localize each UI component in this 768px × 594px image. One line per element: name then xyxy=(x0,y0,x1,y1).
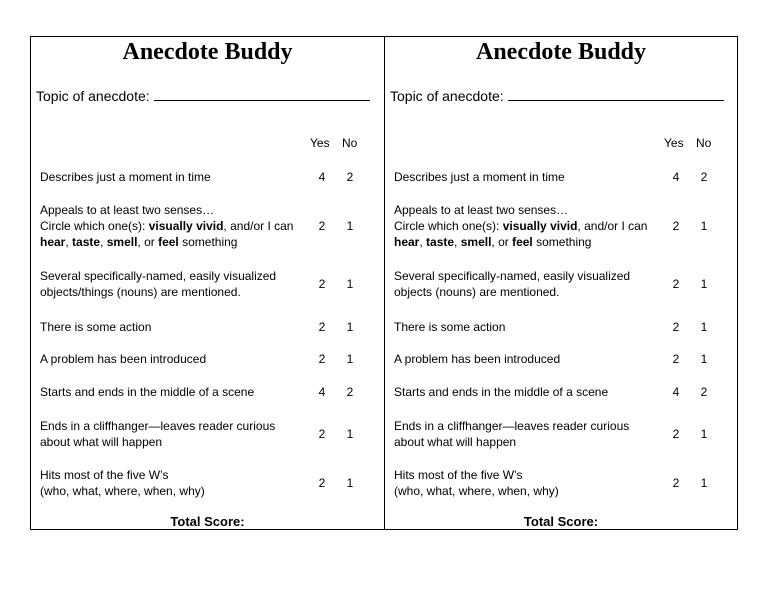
no-points: 1 xyxy=(700,277,708,291)
text-span: , xyxy=(100,235,107,249)
yes-points: 4 xyxy=(318,170,326,184)
criterion-text xyxy=(40,202,305,250)
bold-span: feel xyxy=(158,235,179,249)
bold-span: visually vivid xyxy=(148,219,224,233)
criterion-text: Several specifically-named, easily visualized objects (nouns) are mentioned. xyxy=(394,269,631,299)
criterion-row xyxy=(40,202,354,250)
no-points: 1 xyxy=(700,219,708,233)
text-span: , or xyxy=(137,235,159,249)
criterion-line: Hits most of the five W’s xyxy=(394,468,523,482)
criterion-row xyxy=(394,202,708,250)
criterion-text: Ends in a cliffhanger—leaves reader curious about what will happen xyxy=(40,419,276,449)
criterion-line: Appeals to at least two senses… xyxy=(40,203,215,217)
text-span: Circle which one(s): xyxy=(394,219,503,233)
criterion-line xyxy=(40,234,305,250)
criterion-text xyxy=(394,467,659,499)
yes-points: 2 xyxy=(318,476,326,490)
no-points: 2 xyxy=(346,170,354,184)
column-header-no: No xyxy=(696,136,712,150)
bold-span: taste xyxy=(72,235,101,249)
criterion-text xyxy=(394,202,659,250)
bold-span: feel xyxy=(512,235,533,249)
yes-points: 4 xyxy=(318,385,326,399)
topic-field xyxy=(390,86,724,104)
yes-points: 2 xyxy=(318,219,326,233)
criterion-line: (who, what, where, when, why) xyxy=(40,484,205,498)
criterion-row xyxy=(40,169,354,185)
bold-span: hear xyxy=(40,235,66,249)
yes-points: 2 xyxy=(672,219,680,233)
yes-points: 4 xyxy=(672,170,680,184)
no-points: 1 xyxy=(346,219,354,233)
rubric-card-left xyxy=(31,37,384,529)
yes-points: 2 xyxy=(318,427,326,441)
criterion-text: There is some action xyxy=(40,320,152,334)
criterion-row xyxy=(394,169,708,185)
criterion-row xyxy=(40,418,354,450)
bold-span: visually vivid xyxy=(502,219,578,233)
text-span: , xyxy=(419,235,427,249)
criterion-row xyxy=(394,384,708,400)
total-score-label: Total Score: xyxy=(170,514,245,529)
bold-span: smell xyxy=(460,235,492,249)
criterion-row xyxy=(40,467,354,499)
criterion-row xyxy=(40,384,354,400)
card-title: Anecdote Buddy xyxy=(122,39,293,65)
topic-label: Topic of anecdote: xyxy=(390,88,504,104)
criterion-line: Hits most of the five W’s xyxy=(40,468,169,482)
text-span: , or xyxy=(491,235,513,249)
bold-span: hear xyxy=(394,235,420,249)
rubric-card-right xyxy=(384,37,737,529)
card-title: Anecdote Buddy xyxy=(475,39,647,65)
no-points: 1 xyxy=(346,427,354,441)
criterion-row xyxy=(394,418,708,450)
topic-field xyxy=(36,86,370,104)
criterion-row xyxy=(40,351,354,367)
yes-points: 2 xyxy=(672,476,680,490)
topic-blank-line[interactable] xyxy=(508,86,724,101)
no-points: 1 xyxy=(700,427,708,441)
criterion-line xyxy=(394,234,659,250)
criterion-line xyxy=(40,218,305,234)
text-span: something xyxy=(532,235,592,249)
column-header-yes: Yes xyxy=(664,136,684,150)
no-points: 1 xyxy=(700,476,708,490)
criterion-line: (who, what, where, when, why) xyxy=(394,484,559,498)
text-span: , and/or I can xyxy=(577,219,648,233)
yes-points: 2 xyxy=(318,352,326,366)
yes-points: 2 xyxy=(672,320,680,334)
yes-points: 4 xyxy=(672,385,680,399)
no-points: 2 xyxy=(700,385,708,399)
criterion-row xyxy=(40,268,354,300)
yes-points: 2 xyxy=(318,320,326,334)
criterion-text: Several specifically-named, easily visualized objects/things (nouns) are mentioned. xyxy=(40,269,277,299)
topic-label: Topic of anecdote: xyxy=(36,88,150,104)
criterion-line: Appeals to at least two senses… xyxy=(394,203,569,217)
text-span: , xyxy=(454,235,461,249)
no-points: 2 xyxy=(700,170,708,184)
column-header-yes: Yes xyxy=(310,136,330,150)
total-score-label: Total Score: xyxy=(523,514,599,529)
yes-points: 2 xyxy=(318,277,326,291)
criterion-text: Starts and ends in the middle of a scene xyxy=(394,385,609,399)
rubric-sheet xyxy=(30,36,738,530)
no-points: 1 xyxy=(700,352,708,366)
criterion-text: A problem has been introduced xyxy=(40,352,207,366)
criterion-row xyxy=(394,268,708,300)
no-points: 1 xyxy=(346,476,354,490)
criterion-text: Ends in a cliffhanger—leaves reader curious about what will happen xyxy=(394,419,630,449)
no-points: 1 xyxy=(700,320,708,334)
text-span: Circle which one(s): xyxy=(40,219,149,233)
yes-points: 2 xyxy=(672,352,680,366)
bold-span: smell xyxy=(106,235,138,249)
no-points: 1 xyxy=(346,277,354,291)
yes-points: 2 xyxy=(672,427,680,441)
text-span: , xyxy=(65,235,73,249)
criterion-row xyxy=(394,351,708,367)
column-header-no: No xyxy=(342,136,358,150)
criterion-text: Describes just a moment in time xyxy=(40,170,211,184)
criterion-text: A problem has been introduced xyxy=(394,352,561,366)
criterion-text xyxy=(40,467,305,499)
bold-span: taste xyxy=(426,235,455,249)
yes-points: 2 xyxy=(672,277,680,291)
criterion-row xyxy=(40,319,354,335)
criterion-text: Starts and ends in the middle of a scene xyxy=(40,385,255,399)
criterion-line xyxy=(394,218,659,234)
no-points: 2 xyxy=(346,385,354,399)
criterion-row xyxy=(394,319,708,335)
no-points: 1 xyxy=(346,352,354,366)
text-span: , and/or I can xyxy=(223,219,294,233)
criterion-text: Describes just a moment in time xyxy=(394,170,565,184)
no-points: 1 xyxy=(346,320,354,334)
criterion-row xyxy=(394,467,708,499)
criterion-text: There is some action xyxy=(394,320,506,334)
topic-blank-line[interactable] xyxy=(154,86,370,101)
text-span: something xyxy=(178,235,238,249)
